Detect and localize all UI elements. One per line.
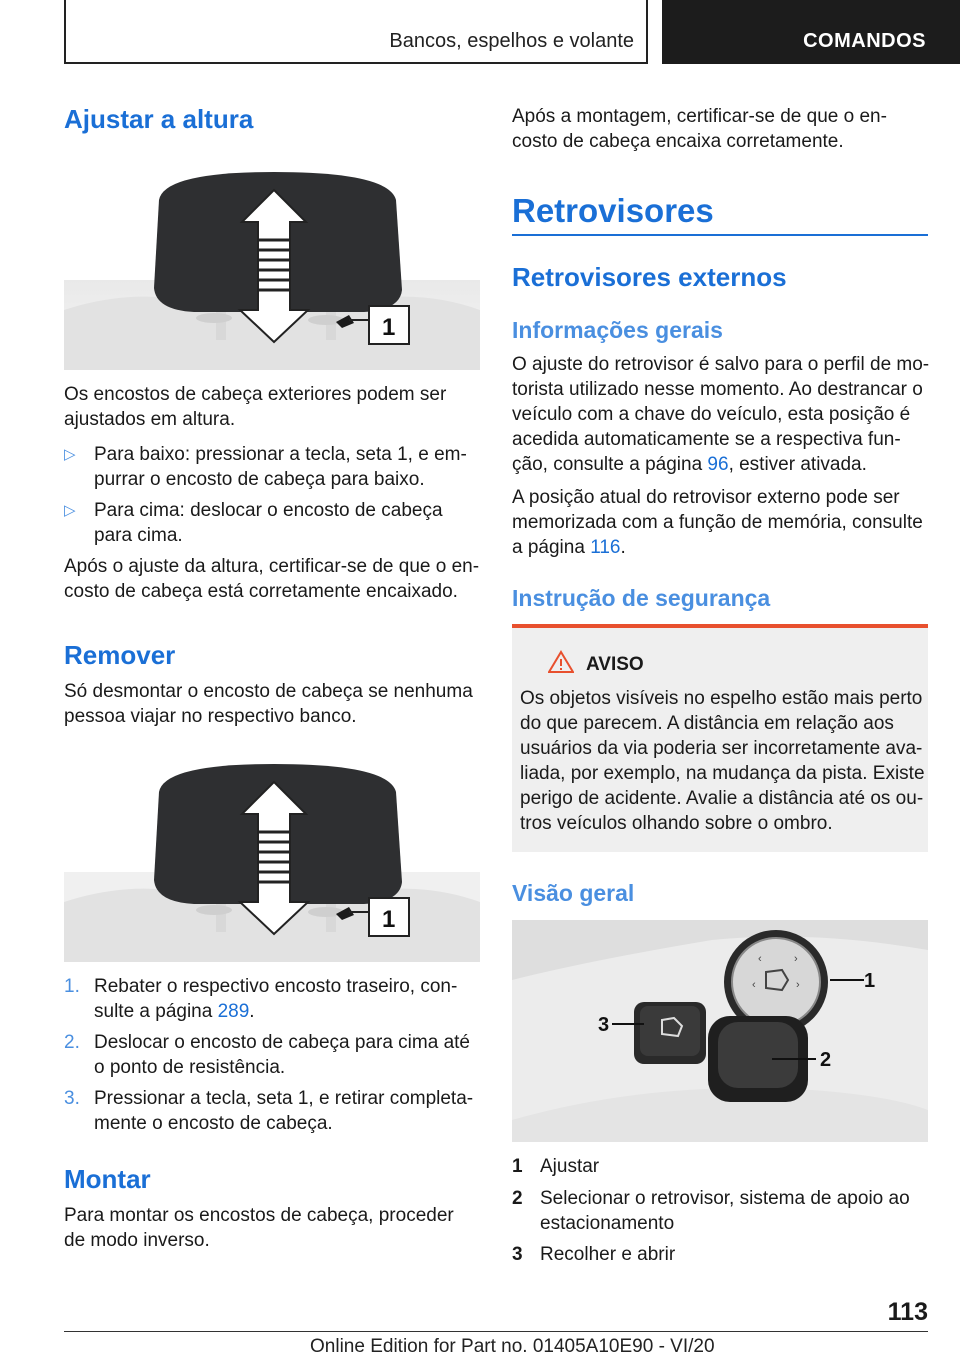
header-section-title: Bancos, espelhos e volante bbox=[389, 30, 634, 52]
headrest-adjust-illustration bbox=[64, 160, 480, 370]
warning-line-1: Os objetos visíveis no espelho estão mais perto bbox=[520, 688, 923, 709]
heading-remove: Remover bbox=[64, 640, 176, 670]
legend-item-3: 3 Recolher e abrir bbox=[512, 1244, 676, 1265]
step-2: 2. Deslocar o encosto de cabeça para cima até o ponto de resistência. bbox=[64, 1032, 470, 1078]
heading-overview: Visão geral bbox=[512, 880, 635, 906]
warning-line-3: usuários da via poderia ser incorretamente ava- bbox=[520, 738, 923, 759]
heading-mirrors: Retrovisores bbox=[512, 192, 714, 229]
svg-text:‹: ‹ bbox=[752, 979, 756, 991]
bullet-down: ▷ Para baixo: pressionar a tecla, seta 1, e em- purrar o encosto de cabeça para baixo. bbox=[64, 444, 467, 490]
svg-text:›: › bbox=[794, 953, 798, 965]
svg-text:‹: ‹ bbox=[758, 953, 762, 965]
callout-1: 1 bbox=[864, 970, 876, 992]
page-number: 113 bbox=[887, 1298, 928, 1326]
warning-line-4: liada, por exemplo, na mudança da pista. Existe bbox=[520, 763, 925, 784]
warning-title: AVISO bbox=[586, 654, 644, 675]
paragraph-remove-2: pessoa viajar no respectivo banco. bbox=[64, 706, 357, 727]
info-line-5: ção, consulte a página 96, estiver ativada. bbox=[512, 454, 867, 475]
mirror-controls-illustration bbox=[512, 920, 928, 1142]
heading-general-info: Informações gerais bbox=[512, 317, 723, 343]
footer-edition: Online Edition for Part no. 01405A10E90 - VI/20 bbox=[310, 1336, 715, 1357]
warning-triangle-icon bbox=[548, 650, 574, 674]
page-link-116[interactable]: 116 bbox=[590, 537, 621, 558]
warning-line-6: tros veículos olhando sobre o ombro. bbox=[520, 813, 833, 834]
paragraph-after-adjust-2: costo de cabeça está corretamente encaixado. bbox=[64, 581, 458, 602]
memory-line-3: a página 116. bbox=[512, 537, 626, 558]
paragraph-mount-1: Para montar os encostos de cabeça, proceder bbox=[64, 1205, 454, 1226]
paragraph-after-mount-2: costo de cabeça encaixa corretamente. bbox=[512, 131, 844, 152]
step-1: 1. Rebater o respectivo encosto traseiro, con- sulte a página 289. bbox=[64, 976, 458, 1022]
heading-adjust-height: Ajustar a altura bbox=[64, 104, 254, 134]
page-link-96[interactable]: 96 bbox=[707, 454, 729, 475]
bullet-triangle-icon: ▷ bbox=[64, 446, 76, 463]
legend-item-2: 2 Selecionar o retrovisor, sistema de apoio ao estacionamento bbox=[512, 1188, 910, 1234]
callout-1: 1 bbox=[382, 314, 396, 341]
page-link-289[interactable]: 289 bbox=[217, 1001, 250, 1022]
heading-mount: Montar bbox=[64, 1164, 151, 1194]
memory-line-1: A posição atual do retrovisor externo pode ser bbox=[512, 487, 900, 508]
paragraph-after-adjust-1: Após o ajuste da altura, certificar-se de que o en- bbox=[64, 556, 480, 577]
callout-1: 1 bbox=[382, 906, 396, 933]
info-line-4: acedida automaticamente se a respectiva fun- bbox=[512, 429, 901, 450]
header-chapter-title: COMANDOS bbox=[803, 30, 926, 52]
paragraph-mount-2: de modo inverso. bbox=[64, 1230, 210, 1251]
headrest-remove-illustration bbox=[64, 752, 480, 962]
header-section-tab bbox=[64, 0, 648, 64]
legend-item-1: 1 Ajustar bbox=[512, 1156, 600, 1177]
step-3: 3. Pressionar a tecla, seta 1, e retirar completa- mente o encosto de cabeça. bbox=[64, 1088, 474, 1134]
info-line-1: O ajuste do retrovisor é salvo para o perfil de mo- bbox=[512, 354, 930, 375]
info-line-3: veículo com a chave do veículo, esta posição é bbox=[512, 404, 911, 425]
callout-3: 3 bbox=[598, 1014, 610, 1036]
paragraph-after-mount-1: Após a montagem, certificar-se de que o en- bbox=[512, 106, 887, 127]
warning-line-2: do que parecem. A distância em relação aos bbox=[520, 713, 894, 734]
info-line-2: torista utilizado nesse momento. Ao destrancar o bbox=[512, 379, 923, 400]
heading-exterior-mirrors: Retrovisores externos bbox=[512, 262, 787, 292]
paragraph-adjust-intro: Os encostos de cabeça exteriores podem ser ajustados em altura. bbox=[64, 384, 447, 430]
bullet-triangle-icon: ▷ bbox=[64, 502, 76, 519]
svg-text:›: › bbox=[796, 979, 800, 991]
paragraph-remove-1: Só desmontar o encosto de cabeça se nenhuma bbox=[64, 681, 473, 702]
footer-divider bbox=[64, 1331, 928, 1332]
warning-box bbox=[512, 624, 928, 852]
heading-underline bbox=[512, 234, 928, 236]
callout-2: 2 bbox=[820, 1049, 832, 1071]
header-chapter-tab bbox=[662, 0, 960, 64]
memory-line-2: memorizada com a função de memória, consulte bbox=[512, 512, 923, 533]
heading-safety: Instrução de segurança bbox=[512, 585, 771, 611]
warning-line-5: perigo de acidente. Avalie a distância até os ou- bbox=[520, 788, 924, 809]
bullet-up: ▷ Para cima: deslocar o encosto de cabeça para cima. bbox=[64, 500, 443, 546]
